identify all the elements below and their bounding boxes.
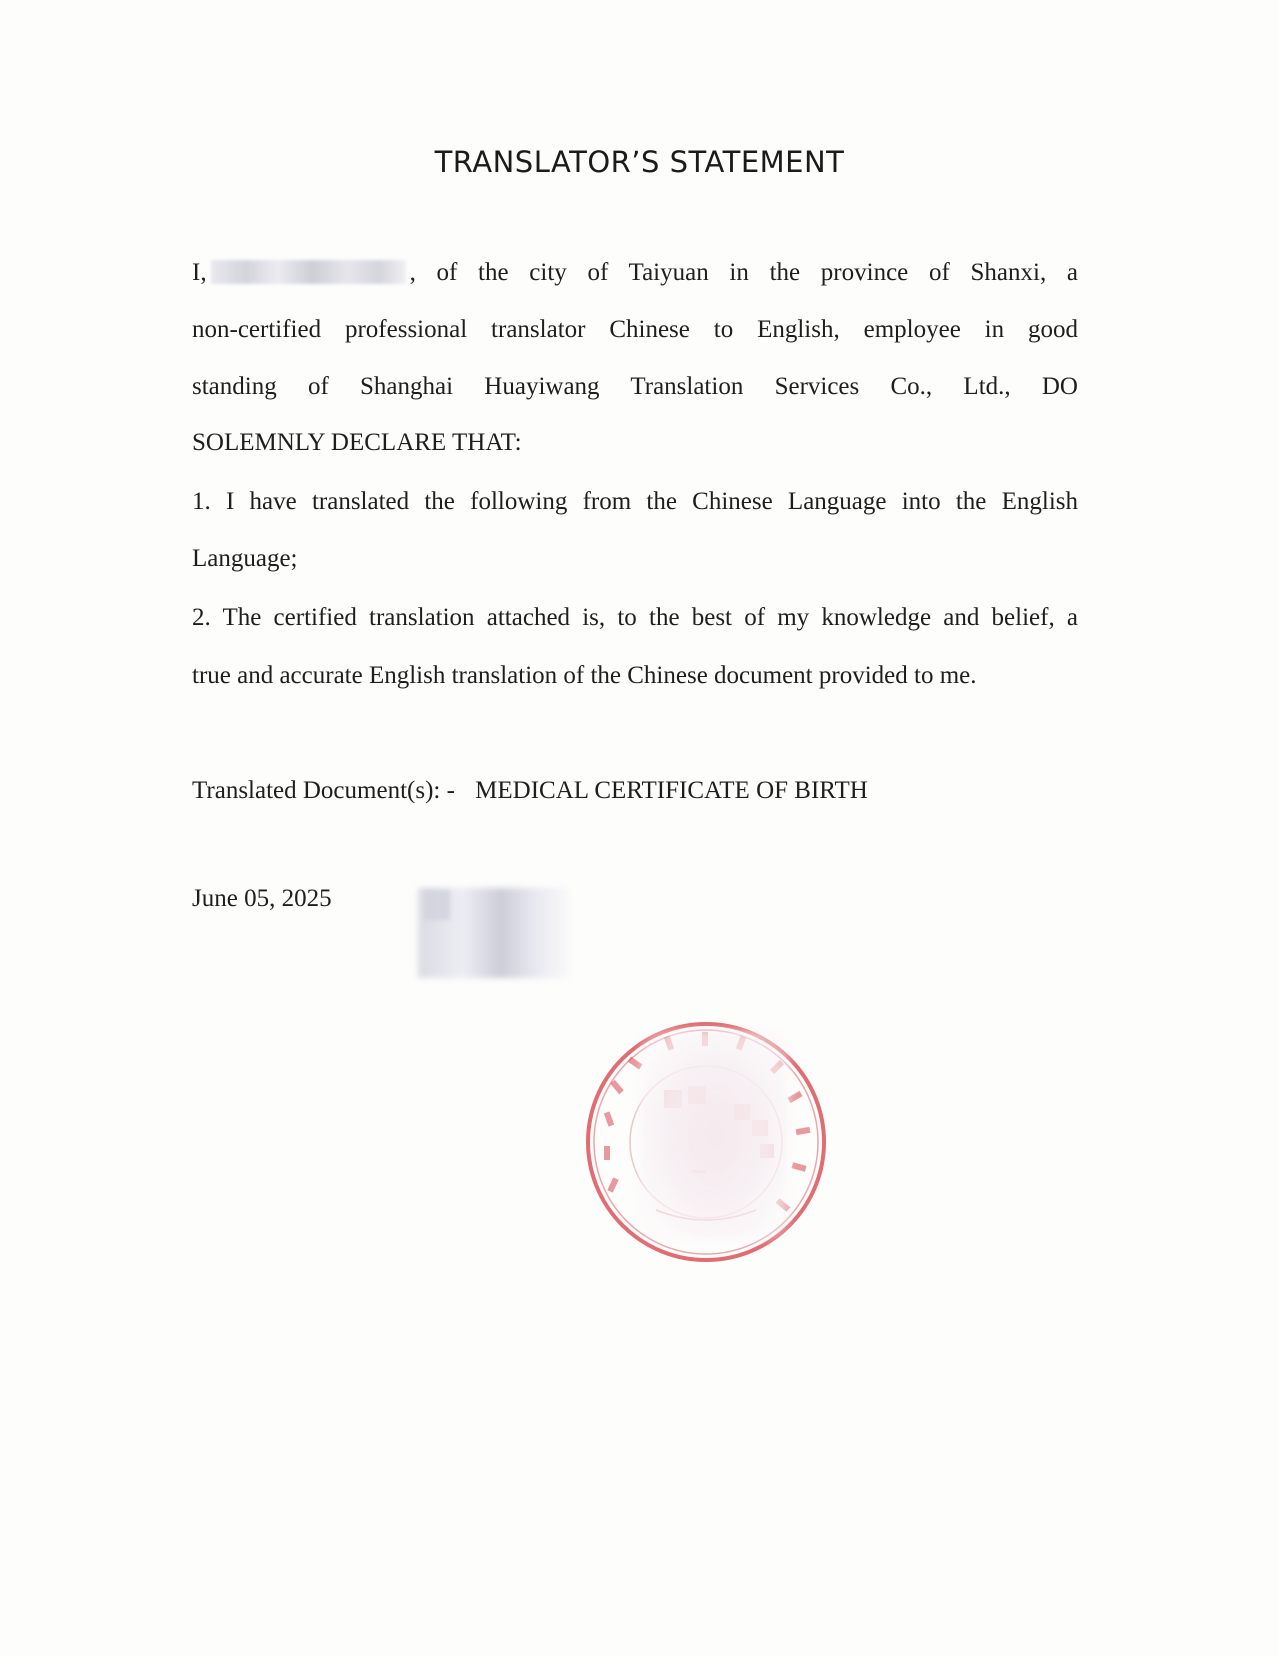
point-2-line-1: 2. The certified translation attached is, to the best of my knowledge and belief, a bbox=[192, 604, 1078, 631]
declaration-line-1-start: I, bbox=[192, 259, 207, 286]
declaration-line-1 bbox=[192, 258, 1078, 288]
point-1-line-2: Language; bbox=[192, 545, 298, 572]
declaration-line-1-end: , of the city of Taiyuan in the province of Shanxi, a bbox=[409, 259, 1078, 286]
declaration-line-3: standing of Shanghai Huayiwang Translation Services Co., Ltd., DO bbox=[192, 373, 1078, 400]
document-title: TRANSLATOR’S STATEMENT bbox=[434, 145, 845, 179]
point-1-line-1: 1. I have translated the following from the Chinese Language into the English bbox=[192, 488, 1078, 515]
point-2-line-2: true and accurate English translation of the Chinese document provided to me. bbox=[192, 662, 977, 689]
declaration-line-4: SOLEMNLY DECLARE THAT: bbox=[192, 429, 522, 456]
translated-documents-row bbox=[192, 776, 1078, 806]
redacted-signature-mark bbox=[424, 890, 450, 920]
redacted-seal-center bbox=[640, 1030, 790, 1240]
translated-documents-value: MEDICAL CERTIFICATE OF BIRTH bbox=[475, 777, 868, 804]
statement-date: June 05, 2025 bbox=[192, 885, 332, 912]
redacted-translator-name bbox=[211, 260, 406, 284]
declaration-line-2: non-certified professional translator Chinese to English, employee in good bbox=[192, 316, 1078, 343]
translated-documents-label: Translated Document(s): - bbox=[192, 777, 455, 804]
